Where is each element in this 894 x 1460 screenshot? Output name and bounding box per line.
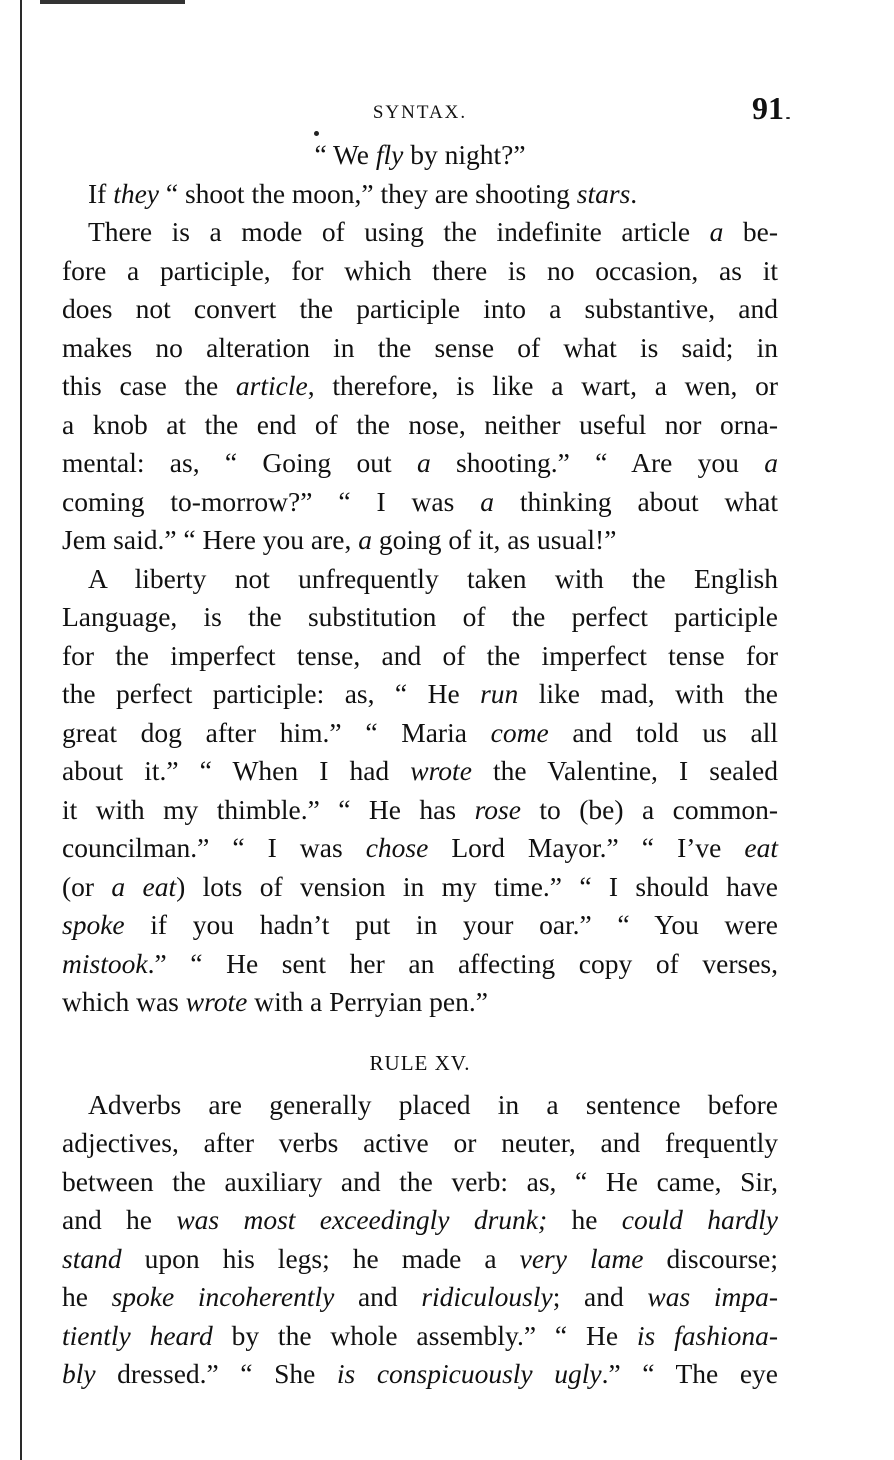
paragraph-line: If they “ shoot the moon,” they are shooting stars. <box>88 177 638 209</box>
paragraph-line: councilman.” “ I was chose Lord Mayor.” “ I’ve eat <box>62 832 778 863</box>
running-title: SYNTAX. <box>372 102 468 123</box>
paragraph-line: mental: as, “ Going out a shooting.” “ Are you a <box>62 447 778 478</box>
paragraph-line: adjectives, after verbs active or neuter, and frequently <box>62 1127 778 1158</box>
paragraph-line: spoke if you hadn’t put in your oar.” “ You were <box>62 909 778 940</box>
binding-edge <box>20 0 22 1460</box>
paragraph-line: which was wrote with a Perryian pen.” <box>62 986 488 1017</box>
paragraph-line: a knob at the end of the nose, neither useful nor orna- <box>62 408 778 440</box>
paragraph-perfect-participle <box>62 560 778 1022</box>
paragraph-line: coming to-morrow?” “ I was a thinking about what <box>62 485 778 517</box>
paragraph-line: great dog after him.” “ Maria come and told us all <box>62 716 778 748</box>
paragraph-line: the perfect participle: as, “ He run like mad, with the <box>62 678 778 709</box>
paragraph-line: about it.” “ When I had wrote the Valentine, I sealed <box>62 755 778 786</box>
paragraph-line: A liberty not unfrequently taken with the English <box>88 562 778 594</box>
rule-heading: RULE XV. <box>369 1050 471 1075</box>
page-number: 91 <box>752 90 784 126</box>
page-header <box>62 90 784 136</box>
top-rule <box>40 0 185 4</box>
paragraph-line: tiently heard by the whole assembly.” “ He is fashiona- <box>62 1319 778 1351</box>
paragraph-line: it with my thimble.” “ He has rose to (be) a common- <box>62 793 779 825</box>
paragraph-adverbs <box>62 1086 778 1394</box>
paragraph-line: Adverbs are generally placed in a sentence before <box>88 1088 778 1120</box>
paragraph-line: this case the article, therefore, is like a wart, a wen, or <box>62 370 778 401</box>
paragraph-line: Language, is the substitution of the perfect participle <box>62 601 778 632</box>
paragraph-line: makes no alteration in the sense of what is said; in <box>62 331 778 363</box>
paragraph-line: (or a eat) lots of vension in my time.” “ I should have <box>62 870 779 902</box>
paragraph-line: between the auxiliary and the verb: as, “ He came, Sir, <box>62 1165 778 1197</box>
paragraph-line: Jem said.” “ Here you are, a going of it, as usual!” <box>62 524 617 555</box>
print-speck <box>786 117 790 119</box>
paragraph-line: bly dressed.” “ She is conspicuously ugly.” “ The eye <box>62 1358 778 1389</box>
paragraph-line: he spoke incoherently and ridiculously; and was impa- <box>62 1281 778 1312</box>
paragraph-indefinite-article <box>62 213 778 560</box>
paragraph-line: fore a participle, for which there is no occasion, as it <box>62 254 778 286</box>
paragraph-line: There is a mode of using the indefinite article a be- <box>88 216 778 247</box>
paragraph-line: stand upon his legs; he made a very lame discourse; <box>62 1242 778 1274</box>
paragraph-line: mistook.” “ He sent her an affecting copy of verses, <box>62 947 778 979</box>
verse-line: “ We fly by night?” <box>314 139 526 170</box>
paragraph-line: does not convert the participle into a substantive, and <box>62 293 778 324</box>
paragraph-line: and he was most exceedingly drunk; he could hardly <box>62 1204 778 1235</box>
book-page <box>62 90 784 1394</box>
paragraph-line: for the imperfect tense, and of the imperfect tense for <box>62 639 778 671</box>
